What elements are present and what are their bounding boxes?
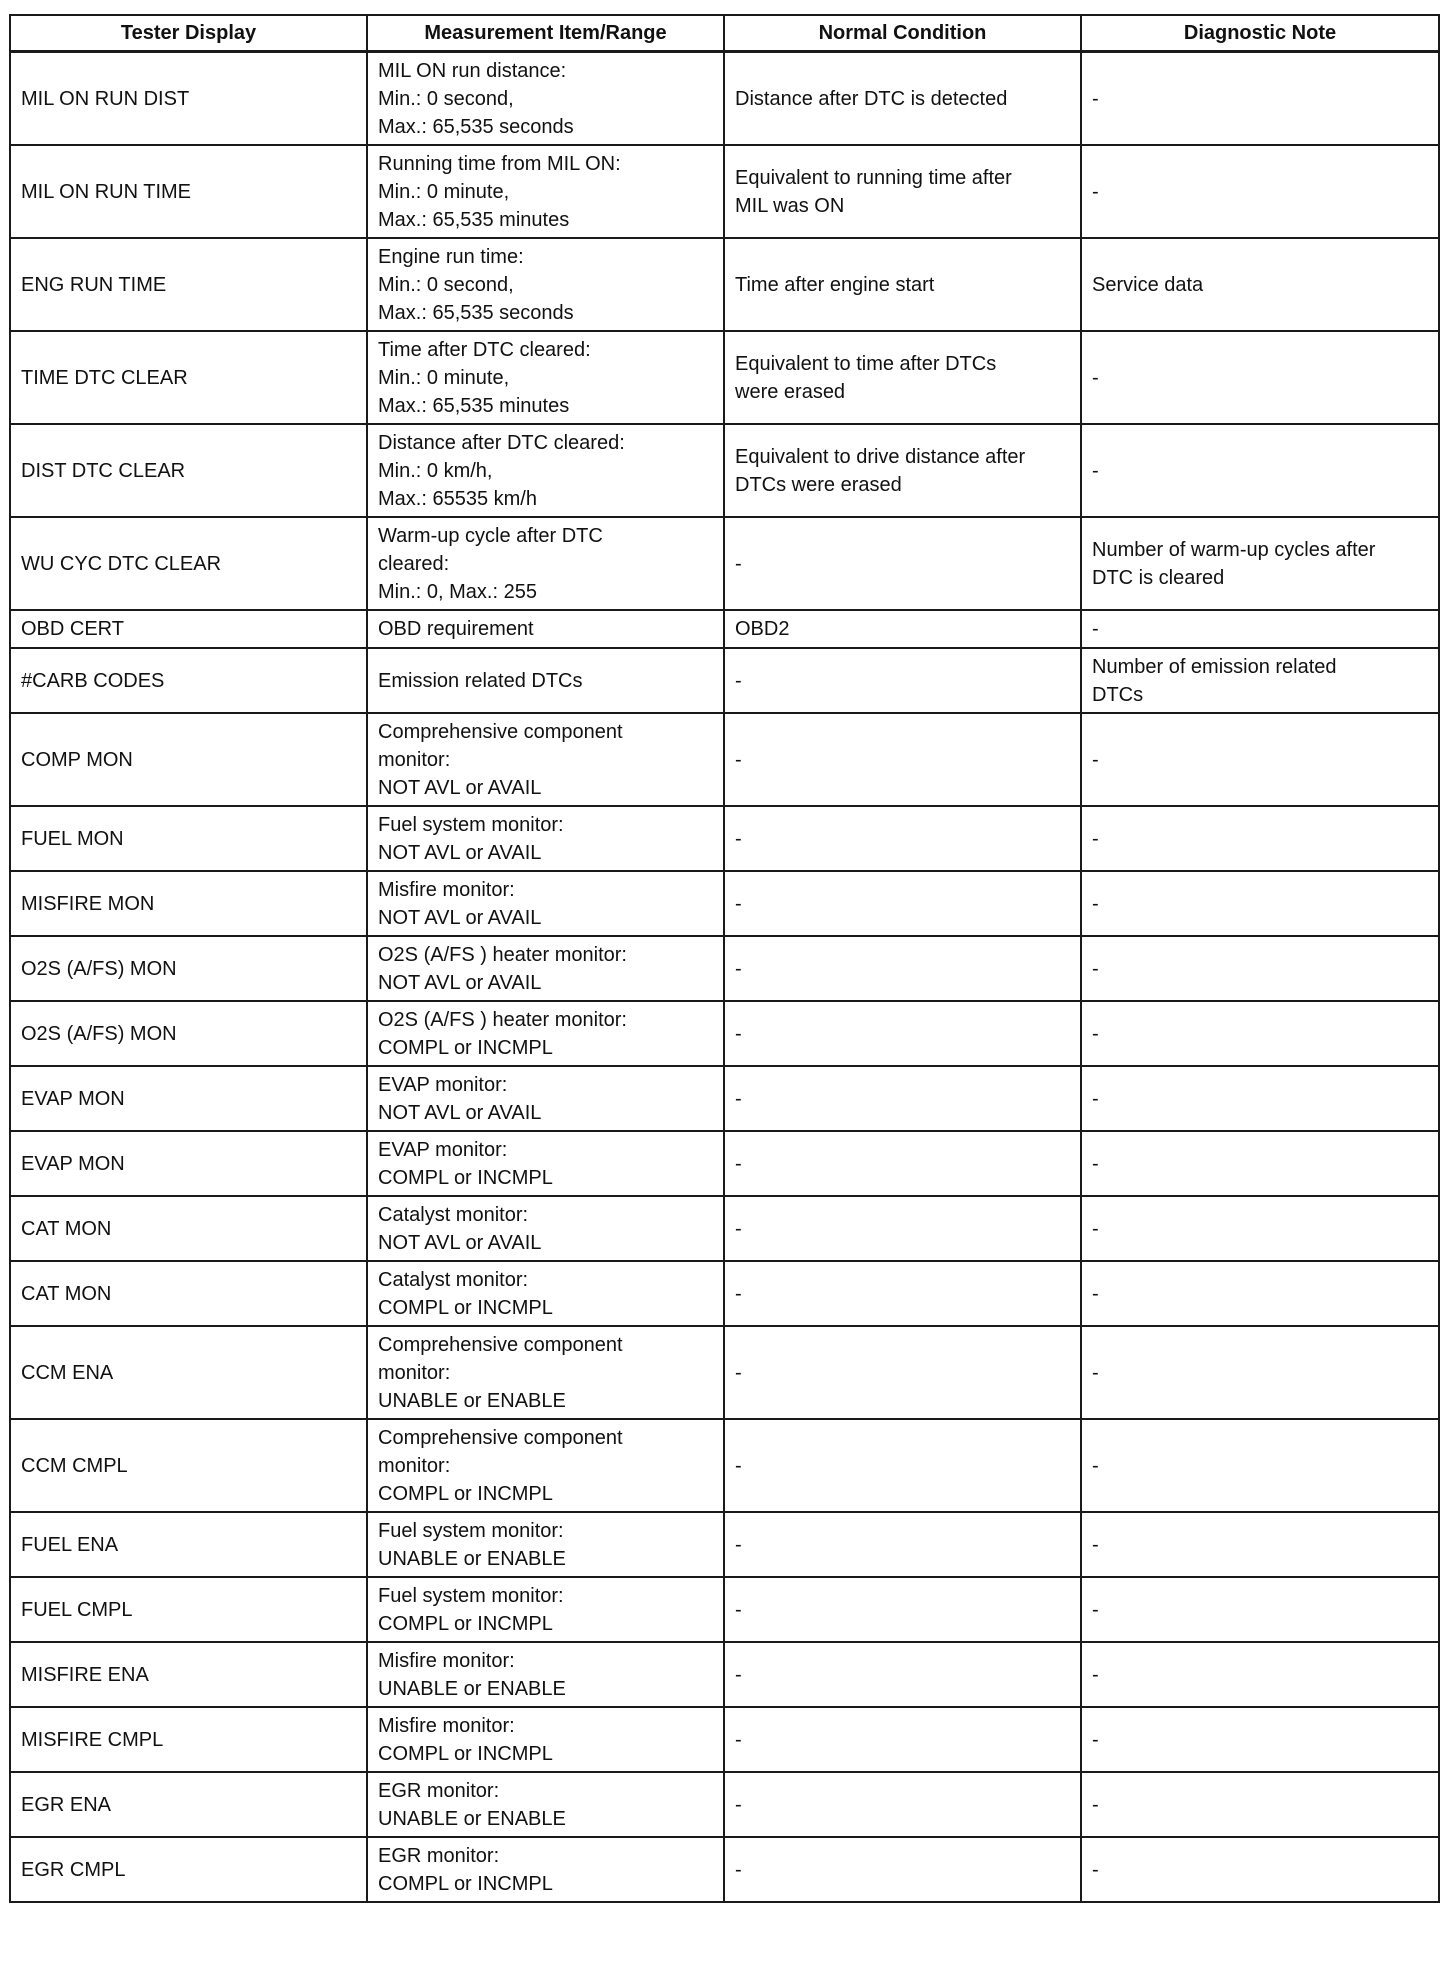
cell-measurement-range: Fuel system monitor: COMPL or INCMPL [367,1577,724,1642]
cell-diagnostic-note: - [1081,145,1439,238]
cell-tester-display: O2S (A/FS) MON [10,1001,367,1066]
cell-normal-condition: - [724,517,1081,610]
cell-diagnostic-note: - [1081,1326,1439,1419]
cell-measurement-range: EGR monitor: COMPL or INCMPL [367,1837,724,1902]
cell-tester-display: FUEL ENA [10,1512,367,1577]
cell-measurement-range: MIL ON run distance: Min.: 0 second, Max.: 65,535 seconds [367,52,724,146]
cell-measurement-range: Warm-up cycle after DTC cleared: Min.: 0, Max.: 255 [367,517,724,610]
cell-diagnostic-note: - [1081,806,1439,871]
cell-diagnostic-note: - [1081,1707,1439,1772]
cell-normal-condition: Time after engine start [724,238,1081,331]
cell-tester-display: WU CYC DTC CLEAR [10,517,367,610]
cell-measurement-range: O2S (A/FS ) heater monitor: COMPL or INCMPL [367,1001,724,1066]
cell-diagnostic-note: Service data [1081,238,1439,331]
cell-tester-display: EGR CMPL [10,1837,367,1902]
cell-diagnostic-note: - [1081,1001,1439,1066]
cell-normal-condition: - [724,1131,1081,1196]
cell-measurement-range: Time after DTC cleared: Min.: 0 minute, Max.: 65,535 minutes [367,331,724,424]
table-row [10,1001,1439,1066]
header-normal-condition: Normal Condition [724,15,1081,52]
cell-normal-condition: - [724,1577,1081,1642]
table-row [10,1837,1439,1902]
cell-diagnostic-note: - [1081,52,1439,146]
data-list-table-container [9,14,1438,1903]
cell-measurement-range: Comprehensive component monitor: NOT AVL or AVAIL [367,713,724,806]
cell-tester-display: TIME DTC CLEAR [10,331,367,424]
cell-normal-condition: - [724,1419,1081,1512]
table-row [10,517,1439,610]
table-row [10,871,1439,936]
table-row [10,936,1439,1001]
cell-diagnostic-note: Number of warm-up cycles after DTC is cleared [1081,517,1439,610]
cell-measurement-range: Comprehensive component monitor: UNABLE or ENABLE [367,1326,724,1419]
cell-tester-display: #CARB CODES [10,648,367,713]
table-row [10,52,1439,146]
cell-measurement-range: Emission related DTCs [367,648,724,713]
cell-tester-display: DIST DTC CLEAR [10,424,367,517]
cell-normal-condition: - [724,1837,1081,1902]
cell-diagnostic-note: - [1081,1577,1439,1642]
cell-measurement-range: Comprehensive component monitor: COMPL or INCMPL [367,1419,724,1512]
cell-diagnostic-note: - [1081,424,1439,517]
cell-measurement-range: EGR monitor: UNABLE or ENABLE [367,1772,724,1837]
table-row [10,610,1439,648]
cell-diagnostic-note: - [1081,1066,1439,1131]
cell-normal-condition: - [724,1642,1081,1707]
cell-diagnostic-note: Number of emission related DTCs [1081,648,1439,713]
header-diagnostic-note: Diagnostic Note [1081,15,1439,52]
cell-tester-display: COMP MON [10,713,367,806]
table-row [10,238,1439,331]
table-row [10,331,1439,424]
cell-normal-condition: - [724,1066,1081,1131]
cell-normal-condition: Equivalent to running time after MIL was ON [724,145,1081,238]
cell-measurement-range: Fuel system monitor: UNABLE or ENABLE [367,1512,724,1577]
cell-tester-display: EVAP MON [10,1131,367,1196]
table-row [10,1642,1439,1707]
cell-diagnostic-note: - [1081,1772,1439,1837]
table-row [10,1512,1439,1577]
cell-measurement-range: Running time from MIL ON: Min.: 0 minute, Max.: 65,535 minutes [367,145,724,238]
cell-normal-condition: - [724,871,1081,936]
cell-tester-display: MISFIRE CMPL [10,1707,367,1772]
cell-tester-display: MISFIRE MON [10,871,367,936]
table-row [10,1326,1439,1419]
cell-tester-display: FUEL MON [10,806,367,871]
table-row [10,1772,1439,1837]
table-row [10,806,1439,871]
cell-tester-display: CAT MON [10,1261,367,1326]
cell-normal-condition: OBD2 [724,610,1081,648]
cell-diagnostic-note: - [1081,610,1439,648]
cell-normal-condition: - [724,806,1081,871]
cell-diagnostic-note: - [1081,936,1439,1001]
cell-diagnostic-note: - [1081,1196,1439,1261]
data-list-table [9,14,1440,1903]
table-row [10,648,1439,713]
cell-measurement-range: EVAP monitor: COMPL or INCMPL [367,1131,724,1196]
cell-diagnostic-note: - [1081,331,1439,424]
cell-tester-display: OBD CERT [10,610,367,648]
cell-normal-condition: - [724,1512,1081,1577]
cell-tester-display: EVAP MON [10,1066,367,1131]
table-row [10,424,1439,517]
cell-measurement-range: Catalyst monitor: COMPL or INCMPL [367,1261,724,1326]
header-measurement-item: Measurement Item/Range [367,15,724,52]
cell-measurement-range: Misfire monitor: NOT AVL or AVAIL [367,871,724,936]
cell-tester-display: CCM ENA [10,1326,367,1419]
cell-measurement-range: Engine run time: Min.: 0 second, Max.: 65,535 seconds [367,238,724,331]
table-header-row [10,15,1439,52]
cell-tester-display: CCM CMPL [10,1419,367,1512]
cell-measurement-range: Distance after DTC cleared: Min.: 0 km/h, Max.: 65535 km/h [367,424,724,517]
cell-measurement-range: Misfire monitor: UNABLE or ENABLE [367,1642,724,1707]
cell-tester-display: CAT MON [10,1196,367,1261]
cell-normal-condition: - [724,648,1081,713]
cell-measurement-range: OBD requirement [367,610,724,648]
cell-normal-condition: - [724,1772,1081,1837]
cell-normal-condition: - [724,1707,1081,1772]
cell-diagnostic-note: - [1081,1837,1439,1902]
cell-measurement-range: Catalyst monitor: NOT AVL or AVAIL [367,1196,724,1261]
cell-normal-condition: - [724,1326,1081,1419]
cell-normal-condition: - [724,713,1081,806]
table-row [10,145,1439,238]
cell-normal-condition: Equivalent to drive distance after DTCs were erased [724,424,1081,517]
header-tester-display: Tester Display [10,15,367,52]
cell-diagnostic-note: - [1081,871,1439,936]
table-row [10,713,1439,806]
cell-diagnostic-note: - [1081,713,1439,806]
cell-diagnostic-note: - [1081,1419,1439,1512]
cell-normal-condition: Distance after DTC is detected [724,52,1081,146]
cell-normal-condition: Equivalent to time after DTCs were erased [724,331,1081,424]
cell-measurement-range: EVAP monitor: NOT AVL or AVAIL [367,1066,724,1131]
cell-tester-display: FUEL CMPL [10,1577,367,1642]
table-row [10,1131,1439,1196]
table-row [10,1577,1439,1642]
cell-measurement-range: Misfire monitor: COMPL or INCMPL [367,1707,724,1772]
table-row [10,1196,1439,1261]
table-row [10,1707,1439,1772]
cell-normal-condition: - [724,1261,1081,1326]
table-row [10,1419,1439,1512]
cell-tester-display: ENG RUN TIME [10,238,367,331]
cell-tester-display: MIL ON RUN DIST [10,52,367,146]
table-row [10,1261,1439,1326]
table-row [10,1066,1439,1131]
cell-normal-condition: - [724,1196,1081,1261]
cell-diagnostic-note: - [1081,1642,1439,1707]
cell-tester-display: MIL ON RUN TIME [10,145,367,238]
cell-measurement-range: O2S (A/FS ) heater monitor: NOT AVL or AVAIL [367,936,724,1001]
cell-normal-condition: - [724,936,1081,1001]
cell-diagnostic-note: - [1081,1261,1439,1326]
cell-tester-display: EGR ENA [10,1772,367,1837]
cell-tester-display: MISFIRE ENA [10,1642,367,1707]
cell-measurement-range: Fuel system monitor: NOT AVL or AVAIL [367,806,724,871]
cell-diagnostic-note: - [1081,1512,1439,1577]
cell-tester-display: O2S (A/FS) MON [10,936,367,1001]
cell-normal-condition: - [724,1001,1081,1066]
cell-diagnostic-note: - [1081,1131,1439,1196]
table-body [10,52,1439,1903]
